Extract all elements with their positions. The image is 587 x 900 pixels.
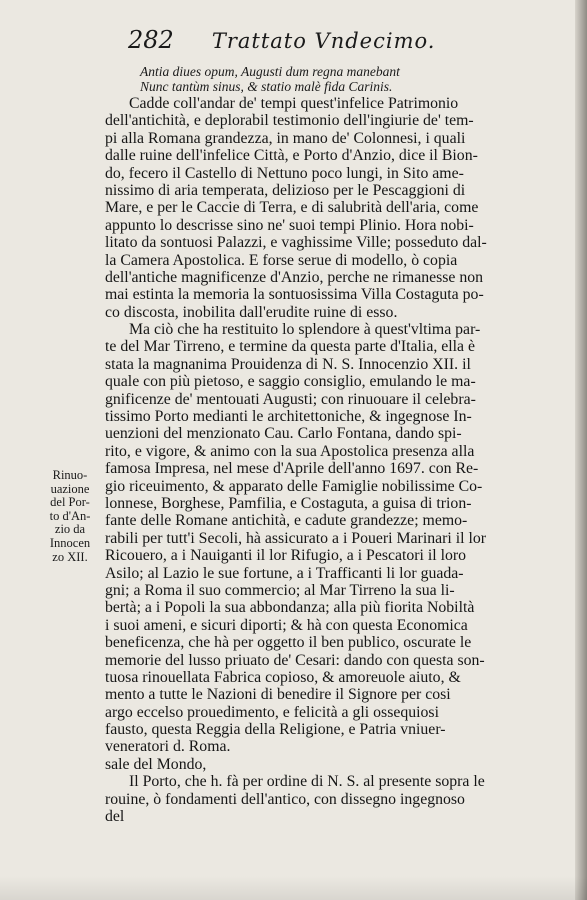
text-line: Cadde coll'andar de' tempi quest'infelice Patrimonio — [129, 95, 459, 112]
text-line: pi alla Romana grandezza, in mano de' Colonnesi, i quali — [105, 129, 466, 147]
text-line: dalle ruine dell'infelice Città, e Porto d'Anzio, dice il Bion- — [105, 147, 478, 165]
marginal-note-line: Rinuo- — [52, 468, 88, 482]
text-line: fante delle Romane antichità, e cadute grandezze; memo- — [105, 512, 468, 530]
page-bottom-shadow — [0, 876, 587, 900]
epigraph-line: Antia diues opum, Augusti dum regna manebant — [140, 64, 400, 79]
text-line: rabili per tutt'i Secoli, hà assicurato a i Poueri Marinari il lor — [105, 529, 486, 547]
text-line: gio riceuimento, & apparato delle Famiglie nobilissime Co- — [105, 477, 483, 495]
page-header — [128, 26, 548, 56]
text-line: dell'antichità, e deplorabil testimonio dell'ingiurie de' tem- — [105, 112, 474, 130]
text-line: litato da sontuosi Palazzi, e vaghissime Ville; posseduto dal- — [105, 234, 487, 252]
text-line: gni; a Roma il suo commercio; al Mar Tirreno la sua li- — [105, 581, 455, 599]
marginal-note-line: to d'An- — [49, 508, 91, 523]
marginal-note-line: Innocen — [49, 535, 91, 550]
text-line: appunto lo descrisse sino ne' suoi tempi Plinio. Hora nobi- — [105, 216, 474, 234]
marginal-note-line: uazione — [50, 481, 90, 496]
text-line: sale del Mondo, — [105, 755, 207, 773]
text-line: i suoi ameni, e sicuri diporti; & hà con questa Economica — [105, 616, 468, 634]
text-line: quale con più pietoso, e saggio consiglio, emulando le ma- — [105, 373, 476, 391]
text-line: tissimo Porto medianti le architettoniche, & ingegnose In- — [105, 408, 472, 426]
text-line: Mare, e per le Caccie di Terra, e di salubrità dell'aria, come — [105, 199, 479, 217]
text-line: dell'antiche magnificenze d'Anzio, perche ne rimanesse non — [105, 268, 484, 286]
text-line: memorie del lusso priuato de' Cesari: dando con questa son- — [105, 651, 485, 669]
text-line: te del Mar Tirreno, e termine da questa parte d'Italia, ella è — [105, 338, 475, 356]
page-edge-shadow — [575, 0, 587, 900]
text-line: del — [105, 808, 125, 826]
marginal-note — [40, 469, 100, 564]
text-line: la Camera Apostolica. E forse serue di modello, ò copia — [105, 251, 458, 269]
text-line: nissimo di aria temperata, delizioso per le Pescaggioni di — [105, 181, 466, 199]
text-line: do, fecero il Castello di Nettuno poco lungi, in Sito ame- — [105, 164, 464, 182]
page-number: 282 — [128, 26, 174, 54]
marginal-note-line: zio da — [54, 522, 86, 537]
text-line: uenzioni del menzionato Cau. Carlo Fontana, dando spi- — [105, 425, 462, 443]
marginal-note-line: zo XII. — [52, 549, 88, 564]
text-line: stata la magnanima Prouidenza di N. S. Innocenzio XII. il — [105, 355, 471, 373]
text-line: Ricouero, a i Nauiganti il lor Rifugio, a i Pescatori il loro — [105, 547, 467, 565]
text-line: lonnese, Borghese, Pamfilia, e Costaguta, a guisa di trion- — [105, 494, 472, 512]
text-line: tuosa rinouellata Fabrica copioso, & amoreuole aiuto, & — [105, 668, 461, 686]
text-line: Asilo; al Lazio le sue fortune, a i Trafficanti li lor guada- — [105, 564, 464, 582]
text-line: fausto, questa Reggia della Religione, e Patria vniuer- — [105, 721, 446, 739]
latin-epigraph — [140, 64, 560, 94]
text-line: Il Porto, che h. fà per ordine di N. S. al presente sopra le — [129, 773, 485, 791]
text-line: beneficenza, che hà per oggetto il ben publico, oscurate le — [105, 634, 472, 652]
text-line: mento a tutte le Nazioni di benedire il Signore per cosi — [105, 686, 451, 704]
running-title: Trattato Vndecimo. — [211, 29, 436, 53]
text-line: gnificenze de' mentouati Augusti; con rinuouare il celebra- — [105, 390, 476, 408]
text-line: veneratori d. Roma. — [105, 738, 231, 756]
text-line: rito, e vigore, & animo con la sua Apostolica presenza alla — [105, 442, 475, 460]
marginal-note-line: del Por- — [50, 495, 90, 510]
text-line: bertà; a i Popoli la sua abbondanza; alla più fiorita Nobiltà — [105, 599, 475, 617]
text-line: mai estinta la memoria la sontuosissima Villa Costaguta po- — [105, 286, 484, 304]
text-line: Ma ciò che ha restituito lo splendore à quest'vltima par- — [129, 321, 481, 339]
main-text-block — [105, 95, 537, 825]
text-line: rouine, ò fondamenti dell'antico, con dissegno ingegnoso — [105, 790, 465, 808]
text-line: famosa Impresa, nel mese d'Aprile dell'anno 1697. con Re- — [105, 460, 479, 478]
epigraph-line: Nunc tantùm sinus, & statio malè fida Carinis. — [140, 79, 393, 94]
text-line: argo eccelso prouedimento, e felicità a gli ossequiosi — [105, 703, 439, 721]
text-line: co discosta, inobilita dall'erudite ruine di esso. — [105, 303, 398, 321]
